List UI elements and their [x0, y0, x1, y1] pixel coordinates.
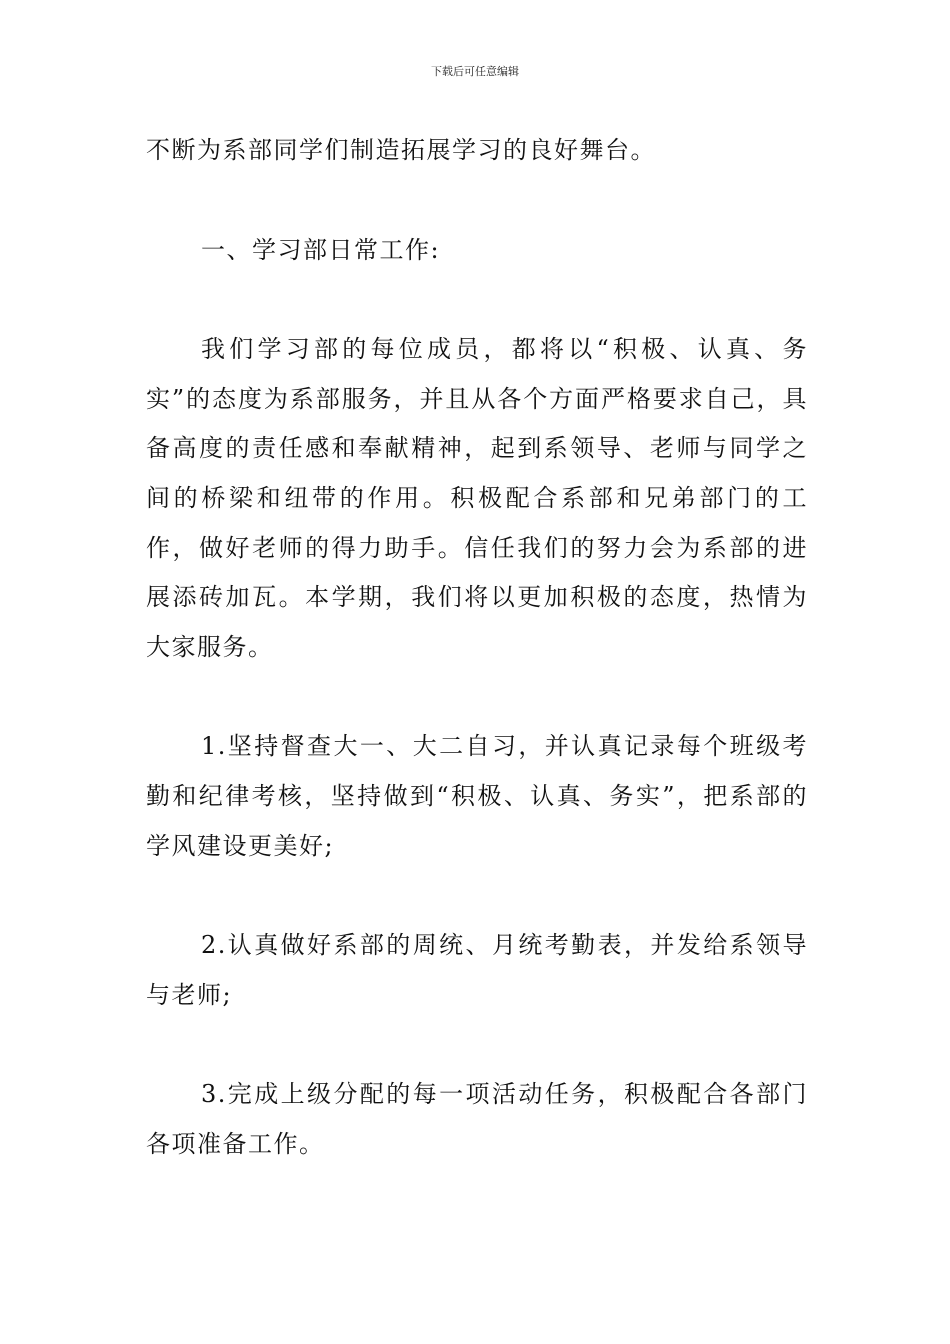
list-item-3: 3.完成上级分配的每一项活动任务，积极配合各部门各项准备工作。 [146, 1080, 808, 1158]
paragraph-intro: 我们学习部的每位成员，都将以“积极、认真、务实”的态度为系部服务，并且从各个方面严格要求自己，具备高度的责任感和奉献精神，起到系领导、老师与同学之间的桥梁和纽带的作用。积极配合系部和兄弟部门的工作，做好老师的得力助手。信任我们的努力会为系部的进展添砖加瓦。本学期，我们将以更加积极的态度，热情为大家服务。 [146, 335, 808, 661]
section-heading: 一、学习部日常工作: [201, 235, 441, 264]
header-note: 下载后可任意编辑 [431, 65, 519, 78]
list-item-2: 2.认真做好系部的周统、月统考勤表，并发给系领导与老师; [146, 931, 808, 1009]
list-item-1: 1.坚持督查大一、大二自习，并认真记录每个班级考勤和纪律考核，坚持做到“积极、认真、务实”，把系部的学风建设更美好; [146, 732, 808, 860]
document-body [146, 126, 808, 1170]
paragraph-continuation: 不断为系部同学们制造拓展学习的良好舞台。 [146, 136, 656, 164]
